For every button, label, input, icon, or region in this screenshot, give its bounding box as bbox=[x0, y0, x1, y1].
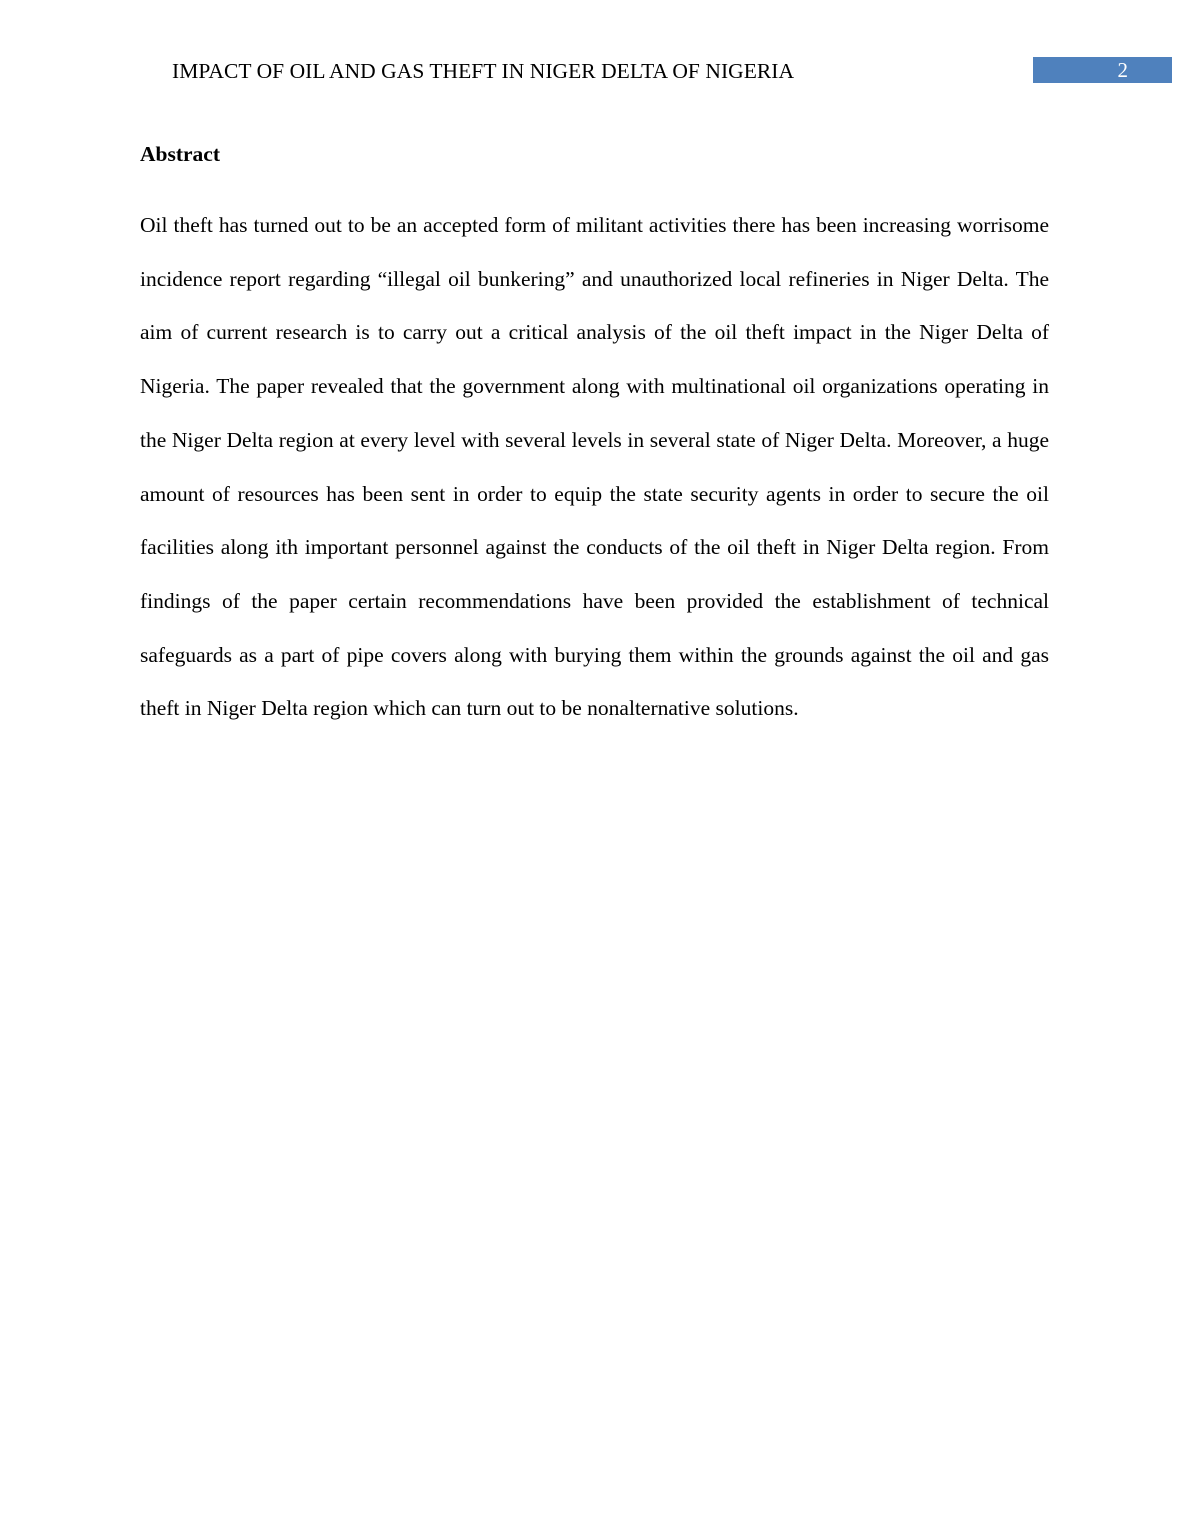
page-number: 2 bbox=[1033, 57, 1172, 83]
running-head-title: IMPACT OF OIL AND GAS THEFT IN NIGER DELTA OF NIGERIA bbox=[172, 59, 795, 83]
abstract-paragraph: Oil theft has turned out to be an accepted form of militant activities there has been increasing worrisome incidence report regarding “illegal oil bunkering” and unauthorized local refineries in Niger Delta. The aim of current research is to carry out a critical analysis of the oil theft impact in the Niger Delta of Nigeria. The paper revealed that the government along with multinational oil organizations operating in the Niger Delta region at every level with several levels in several state of Niger Delta. Moreover, a huge amount of resources has been sent in order to equip the state security agents in order to secure the oil facilities along ith important personnel against the conducts of the oil theft in Niger Delta region. From findings of the paper certain recommendations have been provided the establishment of technical safeguards as a part of pipe covers along with burying them within the grounds against the oil and gas theft in Niger Delta region which can turn out to be nonalternative solutions. bbox=[140, 213, 1049, 721]
abstract-heading: Abstract bbox=[140, 142, 221, 166]
